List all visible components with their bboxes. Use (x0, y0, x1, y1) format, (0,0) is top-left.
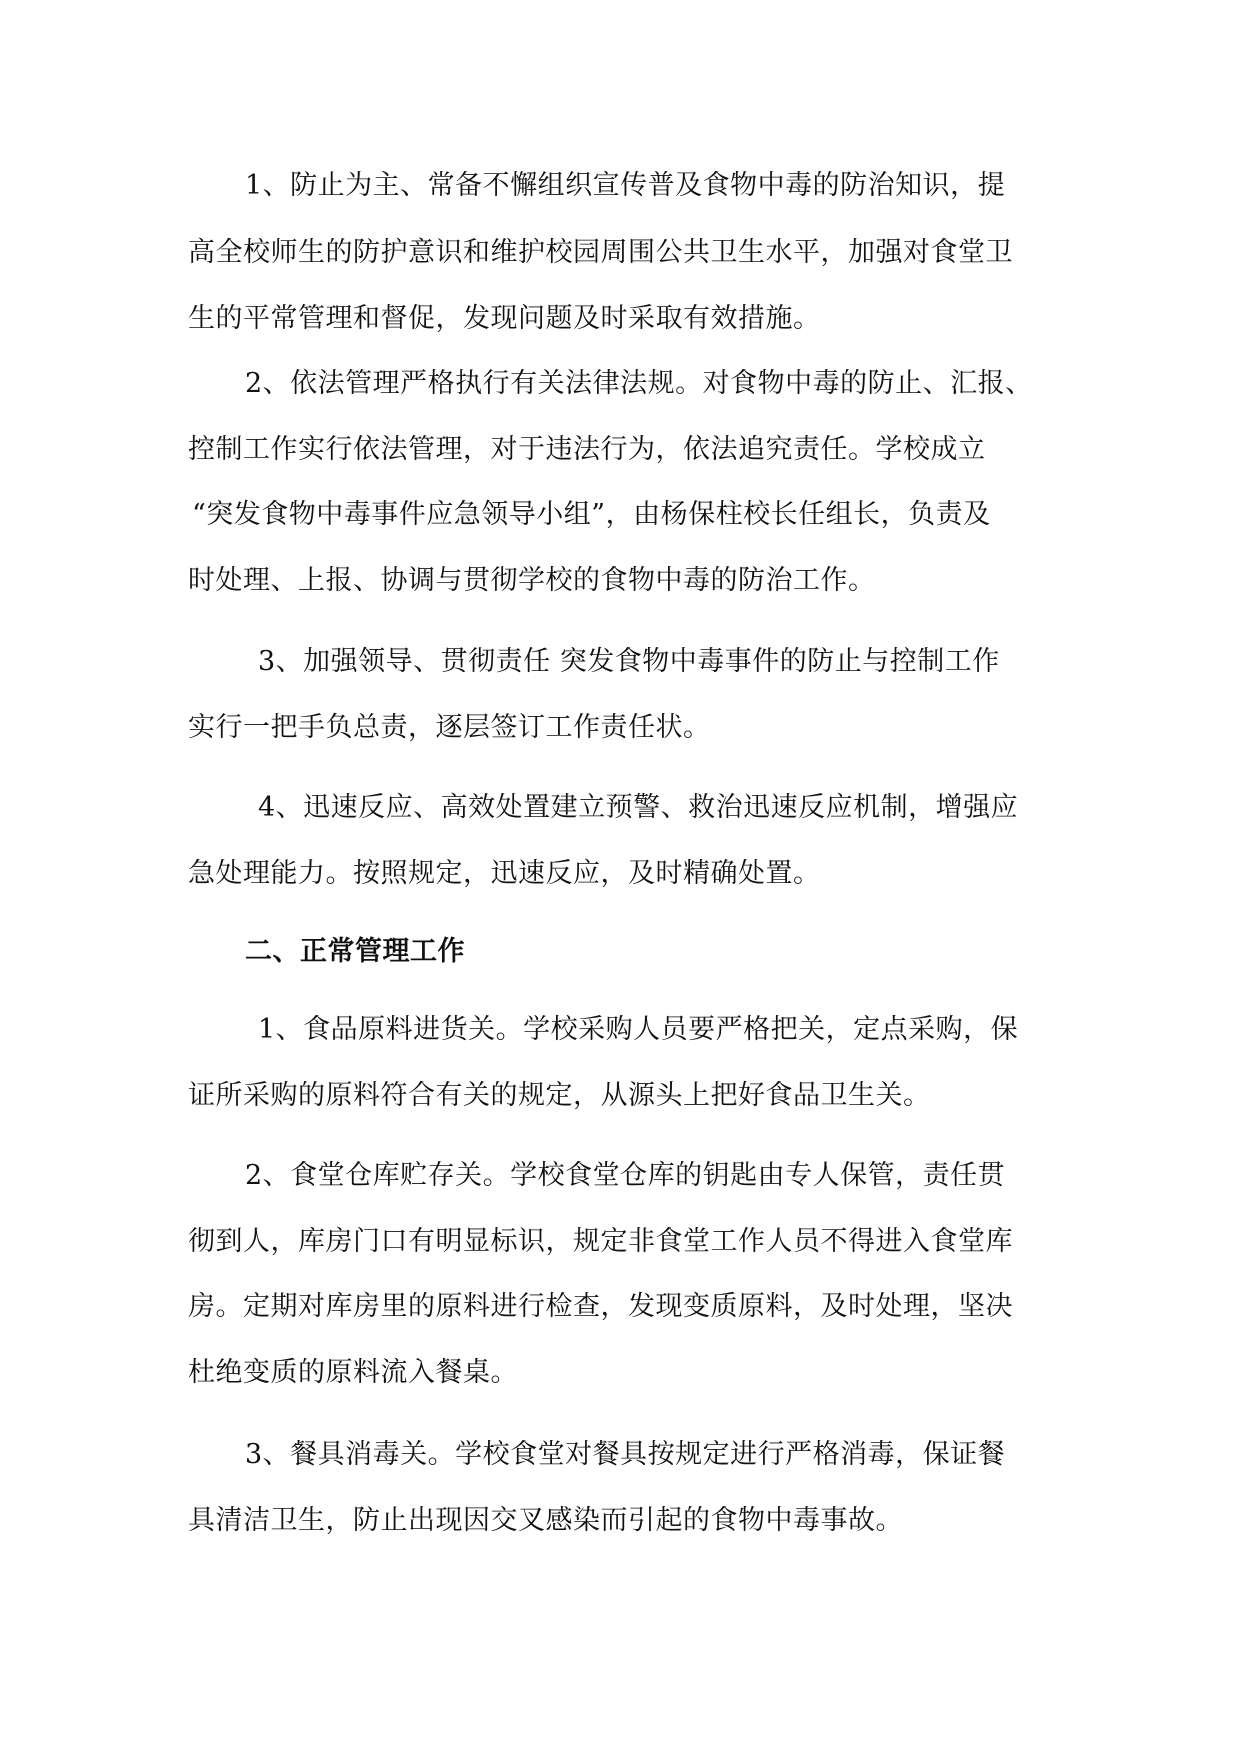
text-line: 3、餐具消毒关。学校食堂对餐具按规定进行严格消毒，保证餐 (245, 1439, 1006, 1470)
text-line: 1、食品原料进货关。学校采购人员要严格把关，定点采购，保 (258, 1014, 1019, 1045)
text-line: 控制工作实行依法管理，对于违法行为，依法追究责任。学校成立 (188, 434, 986, 465)
text-line: 生的平常管理和督促，发现问题及时采取有效措施。 (188, 303, 821, 334)
text-line: “突发食物中毒事件应急领导小组”，由杨保柱校长任组长，负责及 (192, 499, 991, 530)
text-line: 2、依法管理严格执行有关法律法规。对食物中毒的防止、汇报、 (245, 368, 1033, 399)
text-line: 3、加强领导、贯彻责任 突发食物中毒事件的防止与控制工作 (258, 646, 1000, 677)
text-line: 2、食堂仓库贮存关。学校食堂仓库的钥匙由专人保管，责任贯 (245, 1160, 1006, 1191)
text-line: 1、防止为主、常备不懈组织宣传普及食物中毒的防治知识，提 (245, 170, 1006, 201)
text-line: 实行一把手负总责，逐层签订工作责任状。 (188, 712, 711, 743)
text-line: 彻到人，库房门口有明显标识，规定非食堂工作人员不得进入食堂库 (188, 1226, 1013, 1257)
text-line: 证所采购的原料符合有关的规定，从源头上把好食品卫生关。 (188, 1080, 931, 1111)
text-line: 高全校师生的防护意识和维护校园周围公共卫生水平，加强对食堂卫 (188, 237, 1013, 268)
text-line: 杜绝变质的原料流入餐桌。 (188, 1357, 518, 1388)
section-heading: 二、正常管理工作 (245, 936, 465, 967)
text-line: 时处理、上报、协调与贯彻学校的食物中毒的防治工作。 (188, 565, 876, 596)
text-line: 具清洁卫生，防止出现因交叉感染而引起的食物中毒事故。 (188, 1505, 903, 1536)
text-line: 4、迅速反应、高效处置建立预警、救治迅速反应机制，增强应 (258, 792, 1019, 823)
text-line: 房。定期对库房里的原料进行检查，发现变质原料，及时处理，坚决 (188, 1291, 1013, 1322)
text-line: 急处理能力。按照规定，迅速反应，及时精确处置。 (188, 858, 821, 889)
